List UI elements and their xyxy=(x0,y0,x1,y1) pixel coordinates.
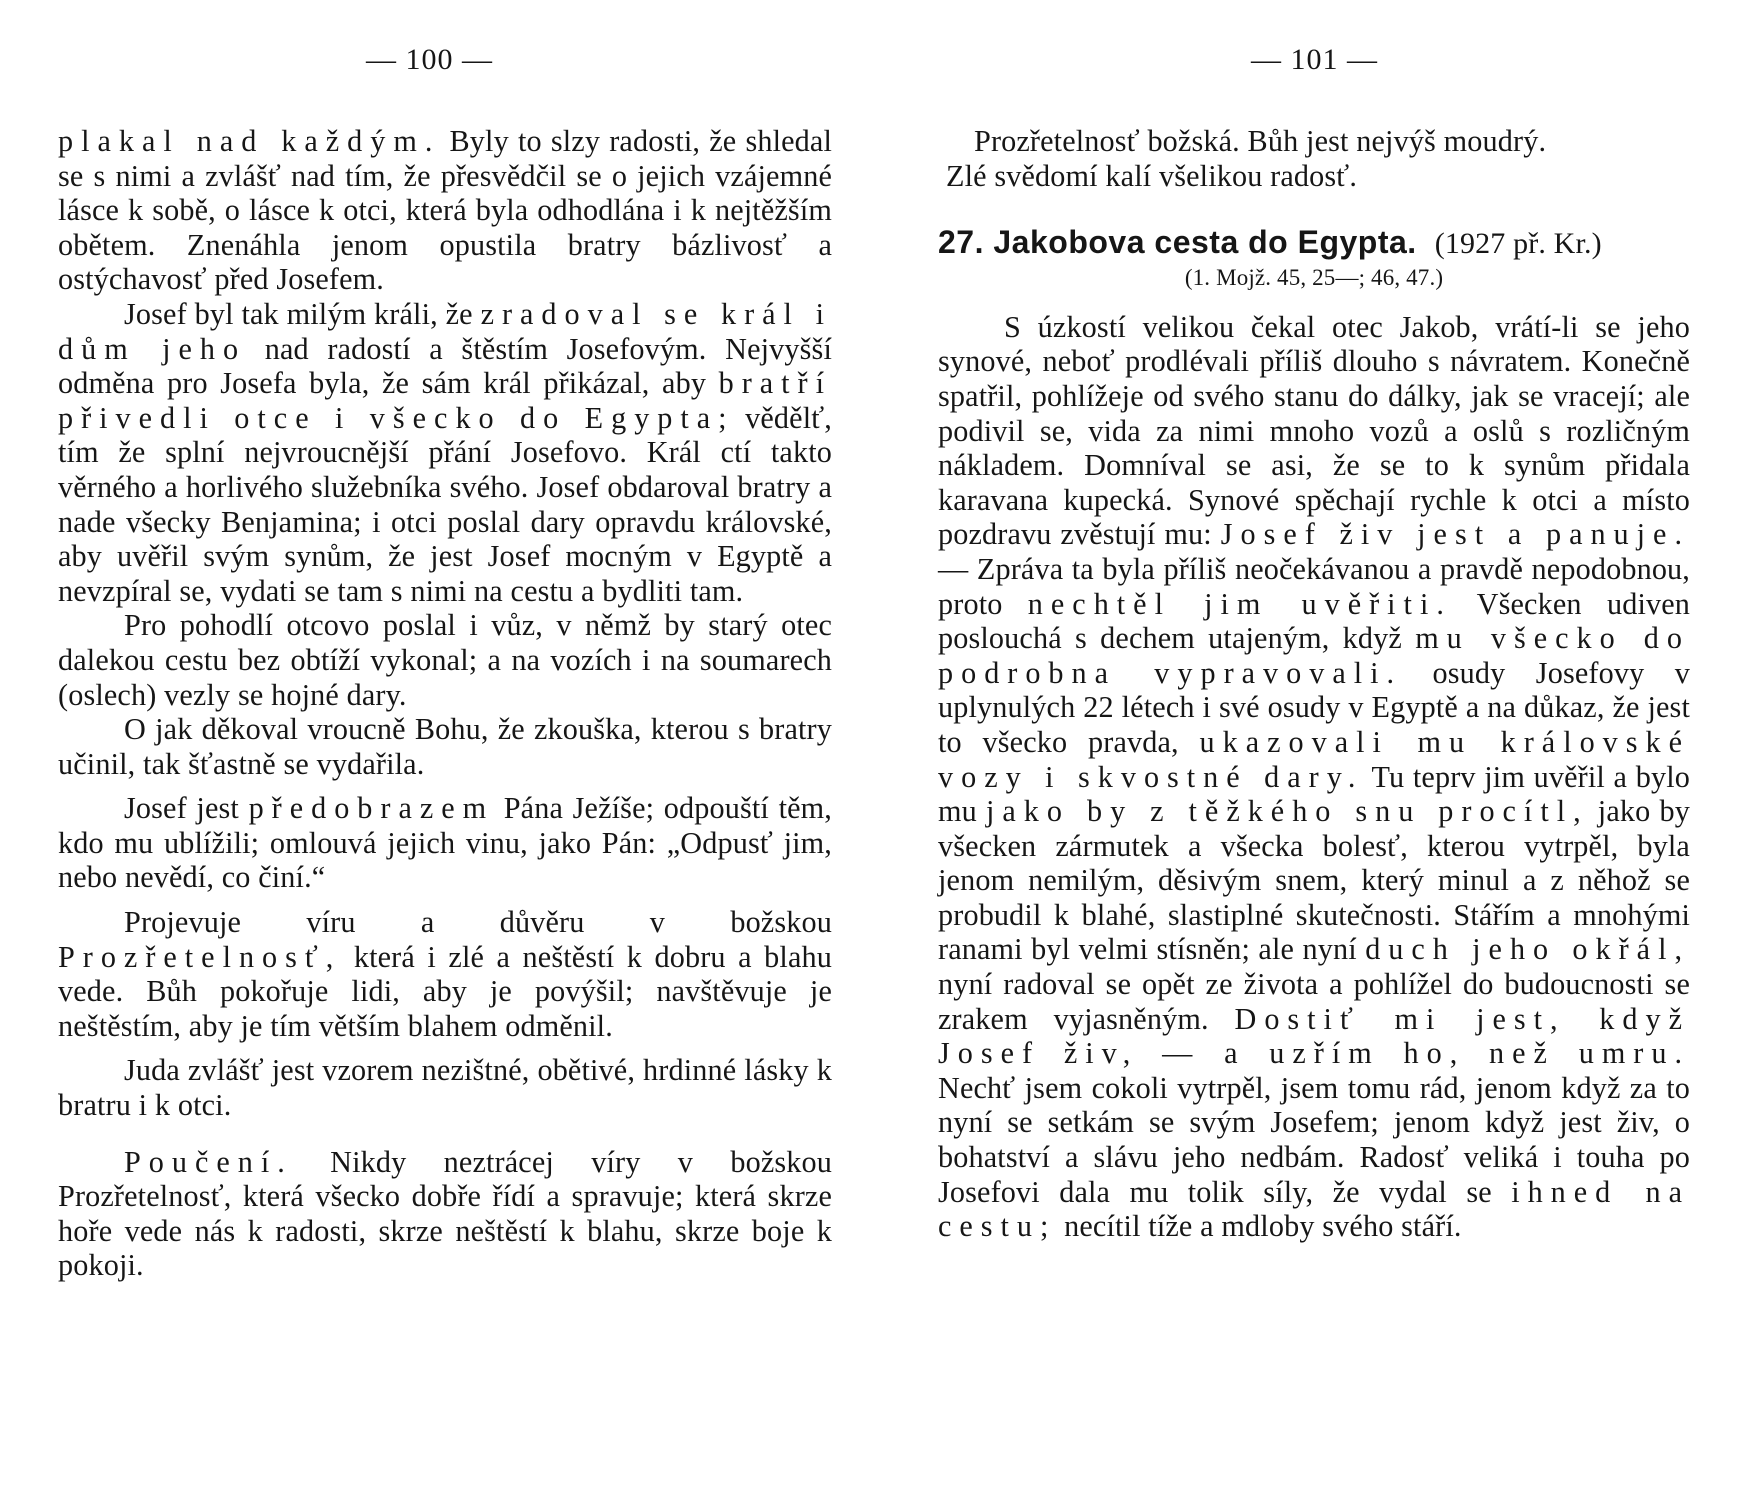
paragraph-text: Tu teprv jim uvěřil a bylo mu xyxy=(938,759,1690,829)
spaced-emphasis: Dostiť mi jest, když Josef živ, — a uzřím ho, než umru. xyxy=(938,1001,1690,1071)
paragraph-text: S úzkostí velikou čekal otec Jakob, vrátí-li se jeho synové, neboť prodlévali příliš dlouho s návratem. Konečně spatřil, pohlížeje od svého stanu do dálky, jak se vracejí; ale podivil se, vida za nimi mnoho vozů a oslů s rozličným nákladem. Domníval se asi, že se to k synům přidala karavana kupecká. Synové spěchají rychle k otci a místo pozdravu zvěstují mu: xyxy=(938,309,1690,552)
spaced-emphasis: jako by z těžkého snu procítl, xyxy=(986,794,1589,829)
paragraph-text: Juda zvlášť jest vzorem nezištné, obětivé, hrdinné lásky k bratru i k otci. xyxy=(58,1053,832,1123)
spaced-emphasis: mu všecko do podrobna vypravovali. xyxy=(938,621,1690,690)
spaced-emphasis: Poučení. xyxy=(124,1144,293,1179)
paragraph-text: nyní radoval se opět ze života a pohlížel do budoucnosti se zrakem vyjasněným. xyxy=(938,967,1690,1036)
paragraph-text: Projevuje víru a důvěru v božskou xyxy=(124,905,832,940)
paragraph-juda xyxy=(58,1053,832,1122)
paragraph-text: Pána Ježíše; odpouští těm, kdo mu ublížili; omlouvá jejich vinu, jako Pán: „Odpusť jim, nebo nevědí, co činí.“ xyxy=(58,791,832,895)
spaced-emphasis: nechtěl jim uvěřiti. xyxy=(1027,586,1452,621)
paragraph-foreshadow xyxy=(58,791,832,895)
spaced-emphasis: bratří přivedli otce i všecko do Egypta; xyxy=(58,366,832,435)
paragraph-text: necítil tíže a mdloby svého stáří. xyxy=(1056,1209,1462,1244)
paragraph-text: osudy Josefovy v uplynulých 22 létech i své osudy v Egyptě a na důkaz, že jest to všecko pravda, xyxy=(938,655,1691,759)
summary-line: Prozřetelnosť božská. Bůh jest nejvýš moudrý. xyxy=(974,124,1547,158)
paragraph-king-joy xyxy=(58,297,832,608)
left-text-block xyxy=(58,124,832,1283)
paragraph-text: Josef byl tak milým králi, že xyxy=(124,296,481,331)
spaced-emphasis: předobrazem xyxy=(248,791,495,826)
paragraph-thanks xyxy=(58,712,832,781)
paragraph-text: Pro pohodlí otcovo poslal i vůz, v němž by starý otec dalekou cestu bez obtíží vykonal; a na vozích i na soumarech (oslech) vezly se hojné dary. xyxy=(58,608,832,712)
paragraph-text: vědělť, tím že splní nejvroucnější přání Josefovo. Král ctí takto věrného a horlivého služebníka svého. Josef obdaroval bratry a nade všecky Benjamina; i otci poslal dary opravdu královské, aby uvěřil svým synům, že jest Josef mocným v Egyptě a nevzpíral se, vydati se tam s nimi na cestu a bydliti tam. xyxy=(58,400,832,608)
paragraph-continuation xyxy=(58,124,832,297)
spaced-emphasis: Josef živ jest a panuje. xyxy=(1220,517,1690,552)
page-number-right: — 101 — xyxy=(1251,43,1378,76)
spaced-emphasis: zradoval se král i dům jeho xyxy=(58,296,832,366)
paragraph-wagon xyxy=(58,608,832,712)
paragraph-text: Nechť jsem cokoli vytrpěl, jsem tomu rád, jenom když za to nyní se setkám se svým Josefem; jenom když jest živ, o bohatství a slávu jeho nedbám. Radosť veliká i touha po Josefovi dala mu tolik síly, že vydal se xyxy=(938,1070,1690,1209)
page-number-left: — 100 — xyxy=(366,43,493,76)
spaced-emphasis: Prozřetelnosť, xyxy=(58,939,342,974)
paragraph-lesson xyxy=(58,1145,832,1283)
paragraph-text: Všecken udiven poslouchá s dechem utajeným, když xyxy=(938,586,1691,656)
spaced-emphasis: ihned na cestu; xyxy=(938,1174,1690,1244)
scripture-reference: (1. Mojž. 45, 25—; 46, 47.) xyxy=(1184,264,1444,290)
paragraph-text: O jak děkoval vroucně Bohu, že zkouška, kterou s bratry učinil, tak šťastně se vydařila. xyxy=(58,712,832,781)
chapter-heading xyxy=(938,225,1690,262)
summary-line: Zlé svědomí kalí všelikou radosť. xyxy=(946,158,1358,193)
spaced-emphasis: duch jeho okřál, xyxy=(1365,932,1690,967)
spaced-emphasis: plakal nad každým. xyxy=(58,124,441,158)
paragraph-faith xyxy=(58,905,832,1043)
paragraph-text: — Zpráva ta byla příliš neočekávanou a pravdě nepodobnou, proto xyxy=(938,551,1690,621)
paragraph-text: která i zlé a neštěstí k dobru a blahu vede. Bůh pokořuje lidi, aby je povýšil; navštěvuje je neštěstím, aby je tím větším blahem odměnil. xyxy=(58,939,832,1043)
paragraph-text: nad radostí a štěstím Josefovým. Nejvyšší odměna pro Josefa byla, že sám král přikázal, aby xyxy=(58,331,832,401)
paragraph-text: Byly to slzy radosti, že shledal se s nimi a zvlášť nad tím, že přesvědčil se o jejich vzájemné lásce k sobě, o lásce k otci, která byla odhodlána i k nejtěžším obětem. Znenáhla jenom opustila bratry bázlivosť a ostýchavosť před Josefem. xyxy=(58,124,833,297)
chapter-year: (1927 př. Kr.) xyxy=(1434,227,1602,261)
paragraph-text: jako by všecken zármutek a všecka bolesť, kterou vytrpěl, byla jenom nemilým, děsivým snem, který minul a z něhož se probudil k blahé, slastiplné skutečnosti. Stářím a mnohými ranami byl velmi stísněn; ale nyní xyxy=(938,794,1690,967)
paragraph-text: Josef jest xyxy=(124,791,249,826)
chapter-title: 27. Jakobova cesta do Egypta. xyxy=(938,224,1417,261)
paragraph-text: Nikdy neztrácej víry v božskou Prozřetelnosť, která všecko dobře řídí a spravuje; která skrze hoře vede nás k radosti, skrze neštěstí k blahu, skrze boje k pokoji. xyxy=(58,1144,832,1283)
right-page xyxy=(879,0,1758,1500)
paragraph-jakob xyxy=(938,310,1690,1244)
right-text-block xyxy=(938,124,1690,1244)
spaced-emphasis: ukazovali mu královské vozy i skvostné dary. xyxy=(938,724,1691,794)
